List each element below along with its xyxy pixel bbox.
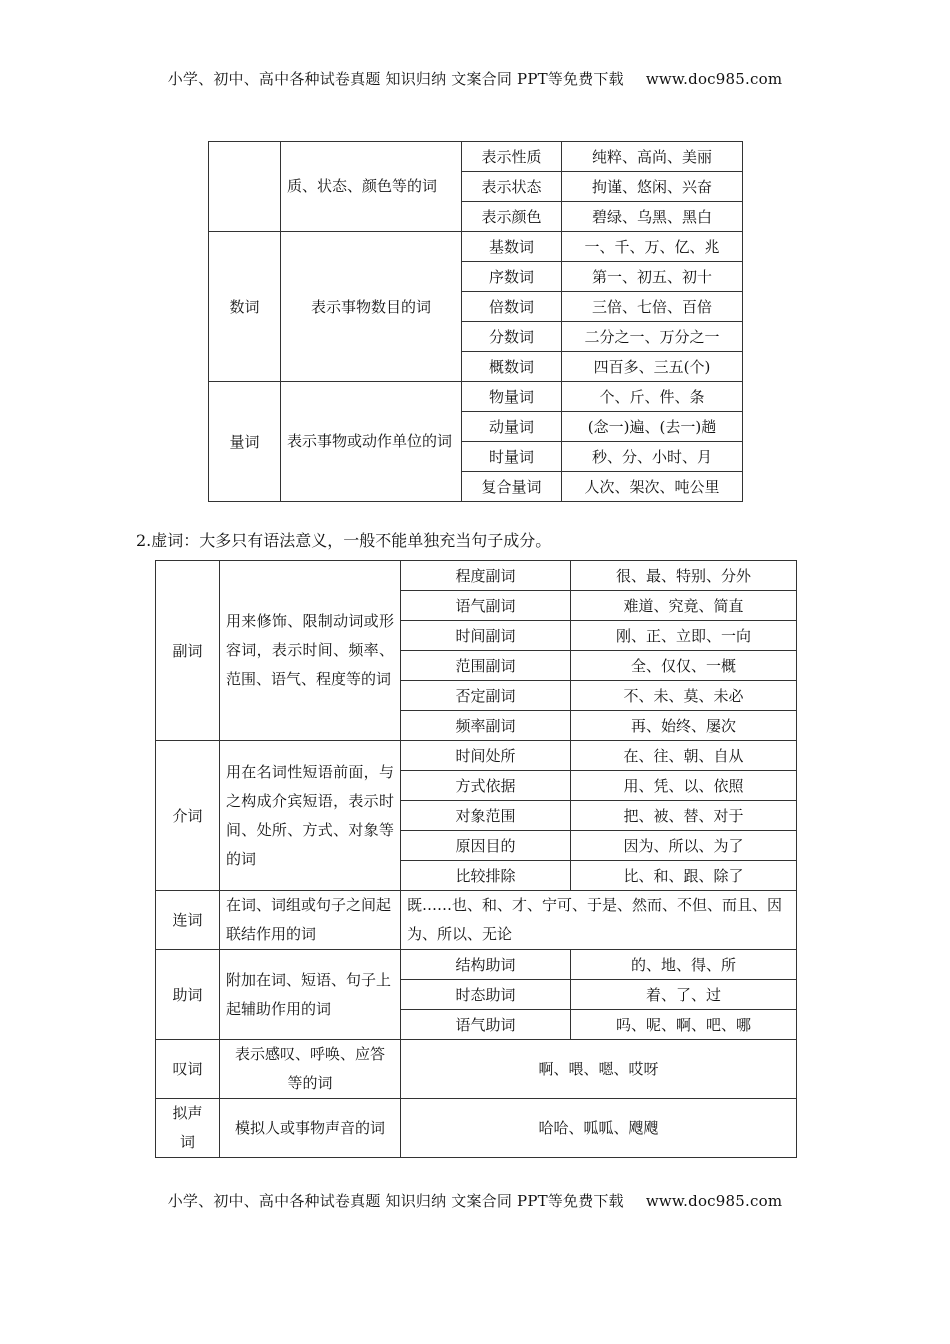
subtype-cell: 语气助词 [401, 1010, 571, 1040]
table-row [156, 1099, 797, 1158]
example-cell: 啊、喂、嗯、哎呀 [401, 1040, 797, 1099]
table-row [156, 950, 797, 980]
category-cell: 数词 [209, 232, 281, 382]
description-cell: 在词、词组或句子之间起联结作用的词 [220, 891, 401, 950]
description-cell: 模拟人或事物声音的词 [220, 1099, 401, 1158]
example-cell: 既……也、和、才、宁可、于是、然而、不但、而且、因为、所以、无论 [401, 891, 797, 950]
subtype-cell: 概数词 [462, 352, 562, 382]
example-cell: 在、往、朝、自从 [571, 741, 797, 771]
subtype-cell: 动量词 [462, 412, 562, 442]
table-row [209, 142, 743, 172]
subtype-cell: 语气副词 [401, 591, 571, 621]
table-row [156, 561, 797, 591]
subtype-cell: 对象范围 [401, 801, 571, 831]
description-cell: 附加在词、短语、句子上起辅助作用的词 [220, 950, 401, 1040]
header-text: 小学、初中、高中各种试卷真题 知识归纳 文案合同 PPT等免费下载 [167, 70, 624, 88]
table-row [156, 891, 797, 950]
description-cell: 表示事物或动作单位的词 [281, 382, 462, 502]
example-cell: 三倍、七倍、百倍 [562, 292, 743, 322]
example-cell: 吗、呢、啊、吧、哪 [571, 1010, 797, 1040]
example-cell: 刚、正、立即、一向 [571, 621, 797, 651]
function-words-table [155, 560, 797, 1158]
example-cell: 比、和、跟、除了 [571, 861, 797, 891]
description-cell: 表示感叹、呼唤、应答等的词 [220, 1040, 401, 1099]
subtype-cell: 方式依据 [401, 771, 571, 801]
example-cell: 再、始终、屡次 [571, 711, 797, 741]
subtype-cell: 序数词 [462, 262, 562, 292]
example-cell: 难道、究竟、简直 [571, 591, 797, 621]
category-cell: 拟声词 [156, 1099, 220, 1158]
subtype-cell: 范围副词 [401, 651, 571, 681]
description-cell: 用在名词性短语前面，与之构成介宾短语，表示时间、处所、方式、对象等的词 [220, 741, 401, 891]
subtype-cell: 时间副词 [401, 621, 571, 651]
footer-text: 小学、初中、高中各种试卷真题 知识归纳 文案合同 PPT等免费下载 [167, 1192, 624, 1210]
subtype-cell: 时态助词 [401, 980, 571, 1010]
example-cell: 碧绿、乌黑、黑白 [562, 202, 743, 232]
subtype-cell: 表示性质 [462, 142, 562, 172]
example-cell: 四百多、三五(个) [562, 352, 743, 382]
subtype-cell: 结构助词 [401, 950, 571, 980]
example-cell: 秒、分、小时、月 [562, 442, 743, 472]
subtype-cell: 基数词 [462, 232, 562, 262]
subtype-cell: 比较排除 [401, 861, 571, 891]
example-cell: 二分之一、万分之一 [562, 322, 743, 352]
subtype-cell: 频率副词 [401, 711, 571, 741]
subtype-cell: 时量词 [462, 442, 562, 472]
description-cell: 质、状态、颜色等的词 [281, 142, 462, 232]
subtype-cell: 倍数词 [462, 292, 562, 322]
subtype-cell: 时间处所 [401, 741, 571, 771]
category-cell: 量词 [209, 382, 281, 502]
example-cell: 哈哈、呱呱、飕飕 [401, 1099, 797, 1158]
table-row [156, 1040, 797, 1099]
example-cell: 因为、所以、为了 [571, 831, 797, 861]
header-site: www.doc985.com [645, 70, 783, 88]
example-cell: 人次、架次、吨公里 [562, 472, 743, 502]
content-words-table [208, 141, 743, 502]
description-cell: 用来修饰、限制动词或形容词，表示时间、频率、范围、语气、程度等的词 [220, 561, 401, 741]
description-cell: 表示事物数目的词 [281, 232, 462, 382]
example-cell: 着、了、过 [571, 980, 797, 1010]
table-row [156, 741, 797, 771]
table-row [209, 382, 743, 412]
example-cell: 全、仅仅、一概 [571, 651, 797, 681]
subtype-cell: 分数词 [462, 322, 562, 352]
subtype-cell: 程度副词 [401, 561, 571, 591]
page-footer [0, 1190, 950, 1211]
example-cell: 把、被、替、对于 [571, 801, 797, 831]
subtype-cell: 原因目的 [401, 831, 571, 861]
table-row [209, 232, 743, 262]
example-cell: 拘谨、悠闲、兴奋 [562, 172, 743, 202]
example-cell: (念一)遍、(去一)趟 [562, 412, 743, 442]
example-cell: 一、千、万、亿、兆 [562, 232, 743, 262]
subtype-cell: 复合量词 [462, 472, 562, 502]
category-cell [209, 142, 281, 232]
example-cell: 的、地、得、所 [571, 950, 797, 980]
subtype-cell: 否定副词 [401, 681, 571, 711]
example-cell: 不、未、莫、未必 [571, 681, 797, 711]
footer-site: www.doc985.com [645, 1192, 783, 1210]
category-cell: 连词 [156, 891, 220, 950]
subtype-cell: 表示状态 [462, 172, 562, 202]
category-cell: 叹词 [156, 1040, 220, 1099]
section-heading: 2.虚词：大多只有语法意义，一般不能单独充当句子成分。 [136, 531, 552, 550]
example-cell: 很、最、特别、分外 [571, 561, 797, 591]
example-cell: 纯粹、高尚、美丽 [562, 142, 743, 172]
subtype-cell: 物量词 [462, 382, 562, 412]
subtype-cell: 表示颜色 [462, 202, 562, 232]
category-cell: 介词 [156, 741, 220, 891]
example-cell: 第一、初五、初十 [562, 262, 743, 292]
category-cell: 副词 [156, 561, 220, 741]
category-cell: 助词 [156, 950, 220, 1040]
example-cell: 个、斤、件、条 [562, 382, 743, 412]
example-cell: 用、凭、以、依照 [571, 771, 797, 801]
page-header [0, 68, 950, 89]
